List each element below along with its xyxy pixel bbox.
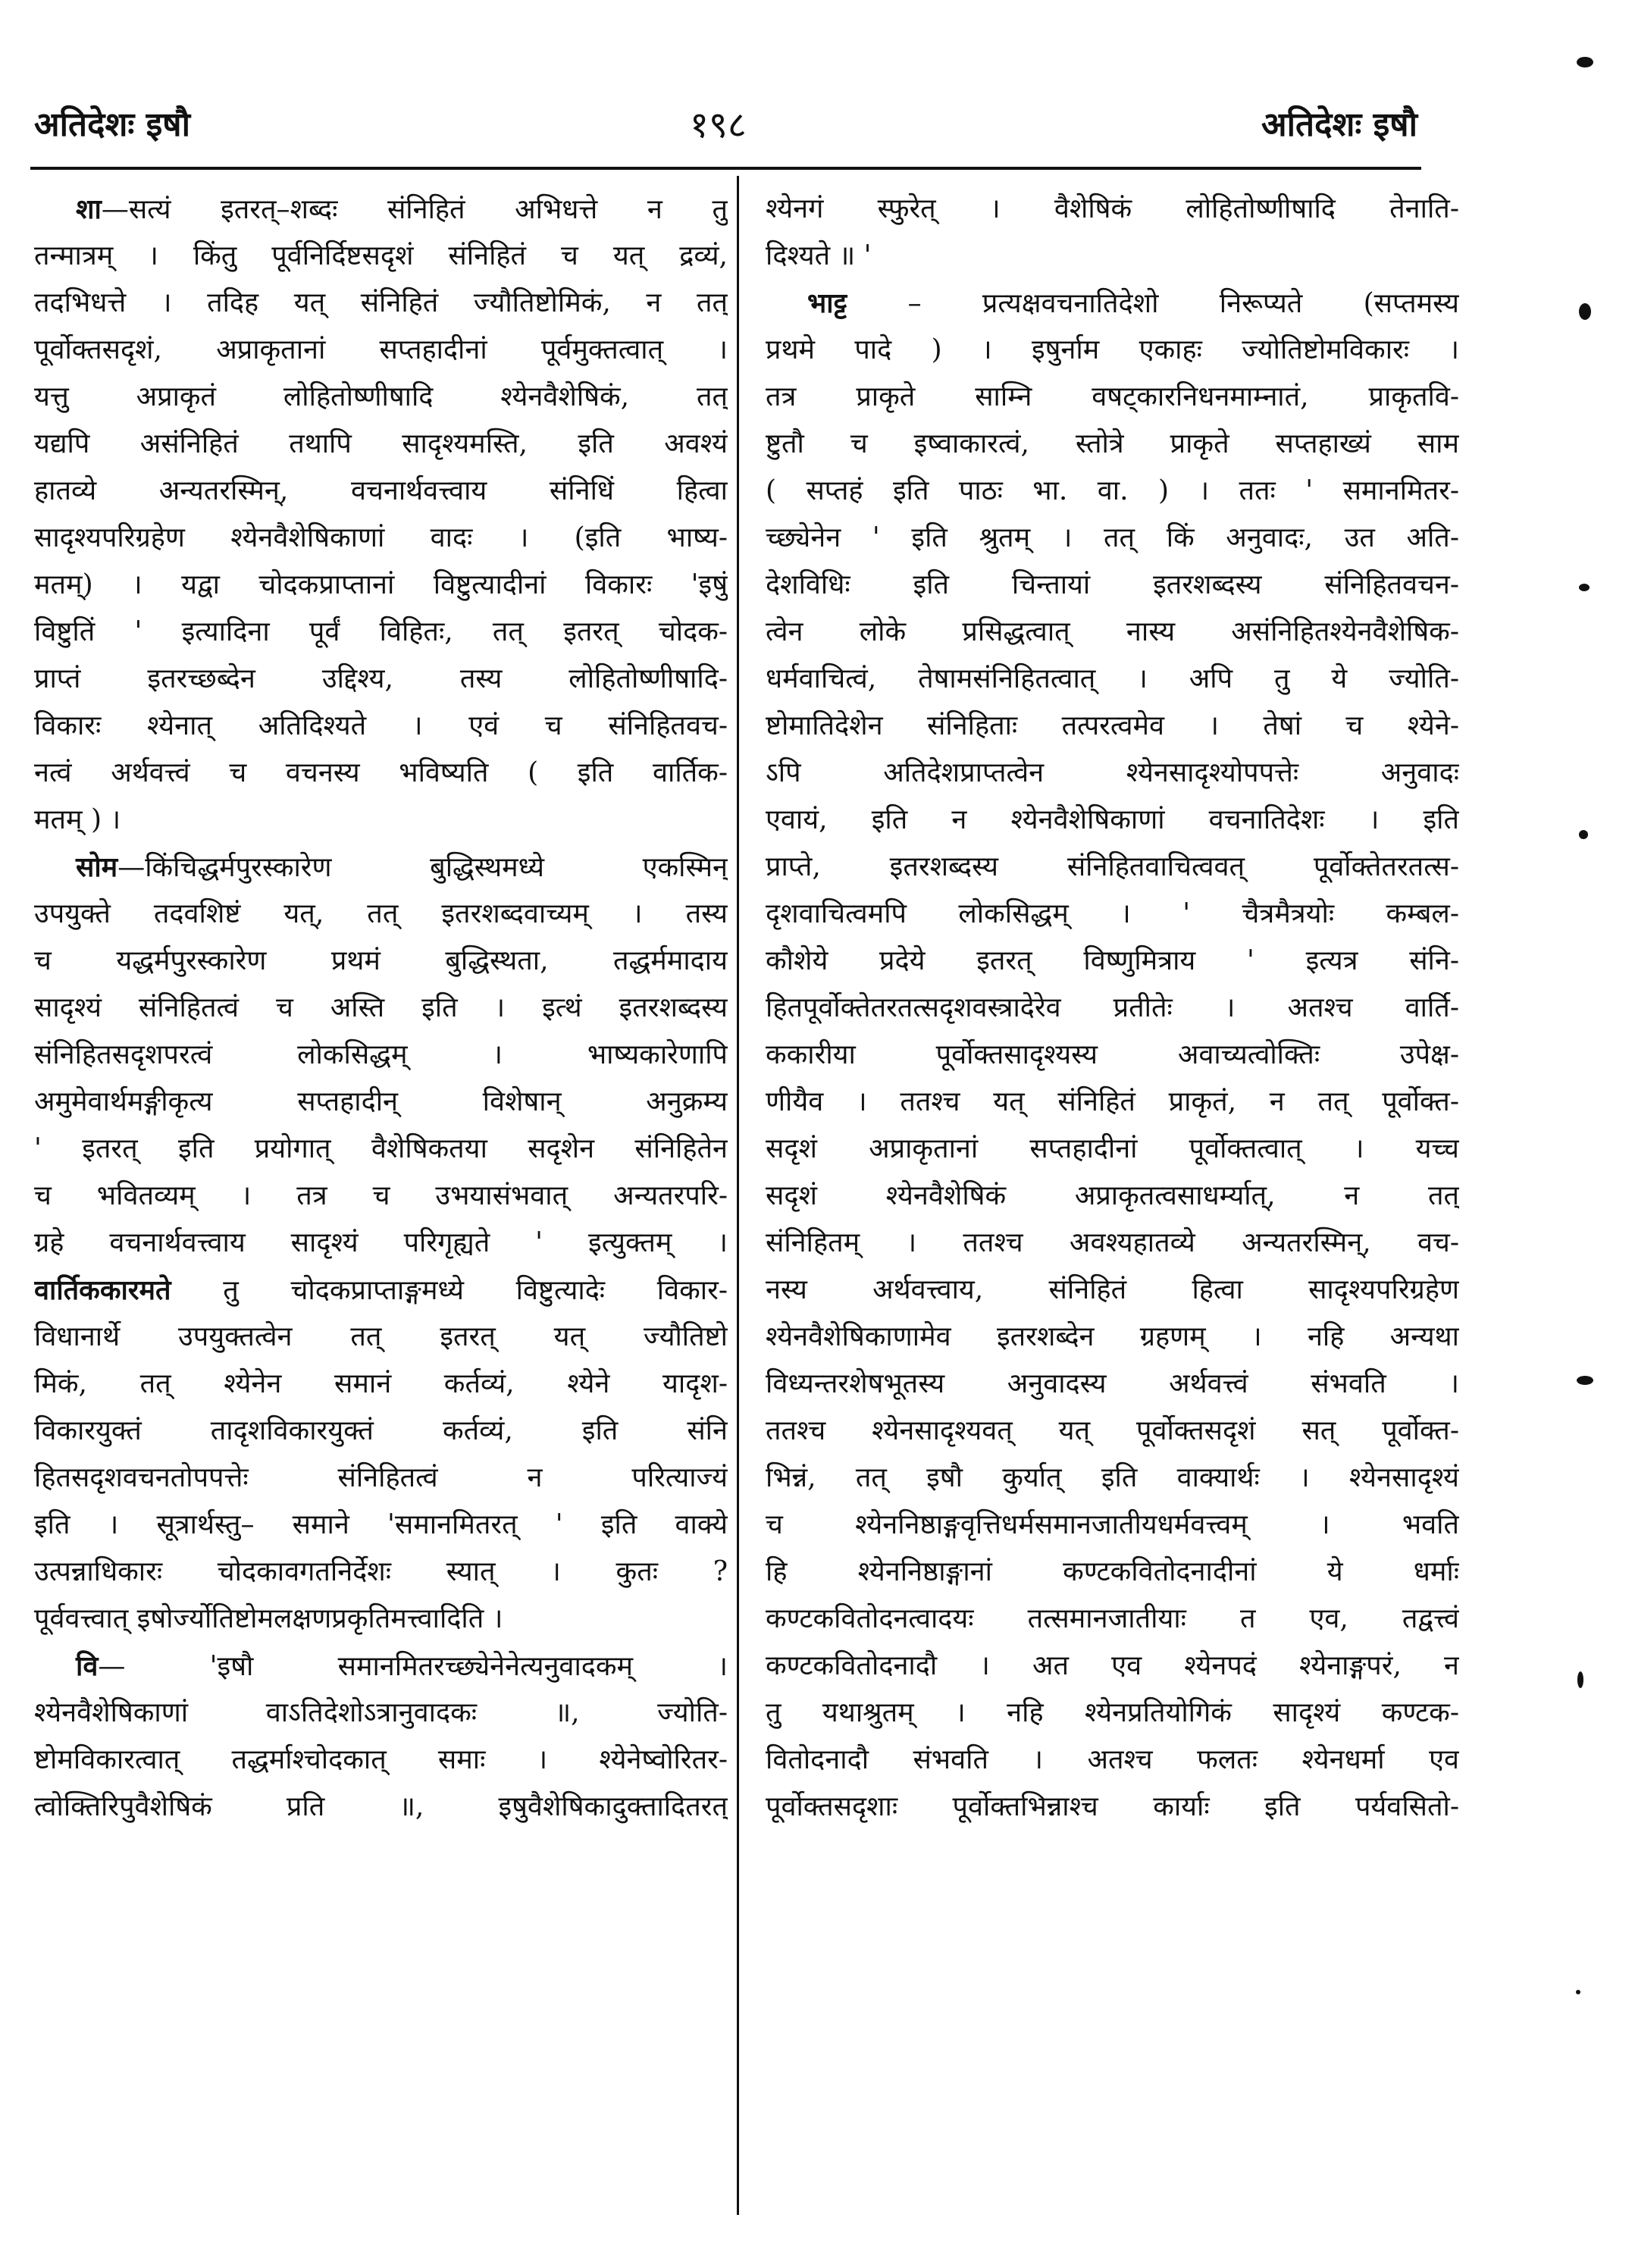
line-text: विधानार्थे उपयुक्तत्वेन तत् इतरत् यत् ज्यौतिष्टो: [34, 1321, 728, 1352]
line-text: यत्तु अप्राकृतं लोहितोष्णीषादि श्येनवैशेषिकं, तत्: [34, 381, 728, 412]
line-text: तदभिधत्ते । तदिह यत् संनिहितं ज्यौतिष्टोमिकं, न तत्: [34, 287, 728, 318]
running-head-right: अतिदेशः इषौ: [1261, 105, 1417, 144]
line-text: – प्रत्यक्षवचनातिदेशो निरूप्यते (सप्तमस्य: [847, 288, 1459, 319]
line-text: तत्र प्राकृते साम्नि वषट्कारनिधनमाम्नातं, प्राकृतवि-: [766, 381, 1459, 412]
line-text: संनिहितम् । ततश्च अवश्यहातव्ये अन्यतरस्मिन्, वच-: [766, 1227, 1459, 1258]
running-head-left: अतिदेशः इषौ: [34, 105, 191, 144]
line-text: ( सप्तहं इति पाठः भा. वा. ) । ततः ' समानमितर-: [766, 475, 1459, 506]
text-line: [766, 656, 1459, 703]
line-text: — 'इषौ समानमितरच्छ्येनेनेत्यनुवादकम् ।: [98, 1651, 728, 1682]
text-line: [34, 280, 728, 327]
line-text: णीयैव । ततश्च यत् संनिहितं प्राकृतं, न तत् पूर्वोक्त-: [766, 1086, 1459, 1117]
line-text: तु चोदकप्राप्ताङ्गमध्ये विष्टुत्यादेः विकार-: [171, 1275, 728, 1306]
text-line: [34, 186, 728, 233]
text-line: [34, 515, 728, 562]
text-line: [766, 233, 1459, 280]
line-text: कौशेये प्रदेये इतरत् विष्णुमित्राय ' इत्यत्र संनि-: [766, 945, 1459, 976]
text-line: [766, 280, 1459, 327]
text-line: [766, 985, 1459, 1032]
line-text: तु यथाश्रुतम् । नहि श्येनप्रतियोगिकं सादृश्यं कण्टक-: [766, 1697, 1459, 1728]
text-line: [34, 562, 728, 609]
line-text: विष्टुतिं ' इत्यादिना पूर्वं विहितः, तत् इतरत् चोदक-: [34, 616, 728, 647]
text-line: [766, 1502, 1459, 1549]
line-text: च भवितव्यम् । तत्र च उभयासंभवात् अन्यतरपरि-: [34, 1180, 728, 1211]
line-text: पूर्वोक्तसदृशाः पूर्वोक्तभिन्नाश्च कार्याः इति पर्यवसितो-: [766, 1791, 1459, 1822]
line-text: धर्मवाचित्वं, तेषामसंनिहितत्वात् । अपि तु ये ज्योति-: [766, 663, 1459, 694]
line-text: मतम् ) ।: [34, 804, 121, 835]
header-rule: [30, 167, 1421, 170]
line-text: अमुमेवार्थमङ्गीकृत्य सप्तहादीन् विशेषान् अनुक्रम्य: [34, 1086, 728, 1117]
line-text: विध्यन्तरशेषभूतस्य अनुवादस्य अर्थवत्त्वं संभवति ।: [766, 1368, 1459, 1399]
text-line: [766, 1079, 1459, 1126]
margin-marks: [1544, 0, 1635, 2268]
line-text: च श्येननिष्ठाङ्गवृत्तिधर्मसमानजातीयधर्मवत्त्वम् । भवति: [766, 1509, 1459, 1540]
text-line: [34, 1408, 728, 1455]
margin-mark: [1577, 1671, 1583, 1688]
line-text: विकारयुक्तं तादृशविकारयुक्तं कर्तव्यं, इति संनि: [34, 1415, 728, 1446]
text-line: [34, 1220, 728, 1267]
text-line: [766, 327, 1459, 374]
text-line: [34, 1502, 728, 1549]
line-text: हितपूर्वोक्तेतरतत्सदृशवस्त्रादेरेव प्रतीतेः । अतश्च वार्ति-: [766, 992, 1459, 1023]
line-text: च्छ्येनेन ' इति श्रुतम् । तत् किं अनुवादः, उत अति-: [766, 522, 1459, 553]
text-line: [766, 1455, 1459, 1502]
text-line: [766, 562, 1459, 609]
line-text: सदृशं अप्राकृतानां सप्तहादीनां पूर्वोक्तत्वात् । यच्च: [766, 1133, 1459, 1164]
margin-mark: [1579, 303, 1591, 320]
line-text: ष्टोमातिदेशेन संनिहिताः तत्परत्वमेव । तेषां च श्येने-: [766, 710, 1459, 741]
text-line: [34, 1361, 728, 1408]
text-line: [766, 186, 1459, 233]
text-line: [766, 1173, 1459, 1220]
text-line: [34, 421, 728, 468]
line-text: नस्य अर्थवत्त्वाय, संनिहितं हित्वा सादृश्यपरिग्रहेण: [766, 1274, 1459, 1305]
left-column: [34, 186, 728, 2217]
text-line: [34, 327, 728, 374]
text-line: [766, 891, 1459, 938]
text-line: [766, 797, 1459, 844]
text-line: [766, 938, 1459, 985]
line-text: सादृश्यपरिग्रहेण श्येनवैशेषिकाणां वादः । (इति भाष्य-: [34, 522, 728, 553]
line-text: भिन्नं, तत् इषौ कुर्यात् इति वाक्यार्थः । श्येनसादृश्यं: [766, 1462, 1459, 1493]
commentary-label: शा: [76, 193, 102, 225]
line-text: —किंचिद्धर्मपुरस्कारेण बुद्धिस्थमध्ये एकस्मिन्: [117, 852, 728, 883]
line-text: ग्रहे वचनार्थवत्त्वाय सादृश्यं परिगृह्यते ' इत्युक्तम् ।: [34, 1227, 728, 1258]
line-text: दिश्यते ॥ ': [766, 240, 872, 271]
text-line: [766, 1596, 1459, 1643]
text-line: [766, 1267, 1459, 1314]
line-text: श्येनगं स्फुरेत् । वैशेषिकं लोहितोष्णीषादि तेनाति-: [766, 193, 1459, 224]
line-text: ' इतरत् इति प्रयोगात् वैशेषिकतया सदृशेन संनिहितेन: [34, 1133, 728, 1164]
line-text: उपयुक्ते तदवशिष्टं यत्, तत् इतरशब्दवाच्यम् । तस्य: [34, 898, 728, 929]
line-text: उत्पन्नाधिकारः चोदकावगतनिर्देशः स्यात् । कुतः ?: [34, 1556, 728, 1587]
line-text: कण्टकवितोदनत्वादयः तत्समानजातीयाः त एव, तद्वत्त्वं: [766, 1603, 1459, 1634]
line-text: वितोदनादौ संभवति । अतश्च फलतः श्येनधर्मा एव: [766, 1744, 1459, 1775]
text-line: [34, 891, 728, 938]
right-column: [766, 186, 1459, 2217]
text-line: [766, 1784, 1459, 1831]
text-line: [34, 1549, 728, 1596]
text-line: [34, 1596, 728, 1643]
line-text: प्राप्ते, इतरशब्दस्य संनिहितवाचित्ववत् पूर्वोक्तेतरतत्स-: [766, 851, 1459, 882]
text-line: [766, 515, 1459, 562]
line-text: श्येनवैशेषिकाणामेव इतरशब्देन ग्रहणम् । नहि अन्यथा: [766, 1321, 1459, 1352]
text-line: [34, 609, 728, 656]
text-line: [766, 750, 1459, 797]
line-text: देशविधिः इति चिन्तायां इतरशब्दस्य संनिहितवचन-: [766, 569, 1459, 600]
line-text: हातव्ये अन्यतरस्मिन्, वचनार्थवत्त्वाय संनिधिं हित्वा: [34, 475, 728, 506]
line-text: श्येनवैशेषिकाणां वाऽतिदेशोऽत्रानुवादकः ॥, ज्योति-: [34, 1697, 728, 1728]
line-text: संनिहितसदृशपरत्वं लोकसिद्धम् । भाष्यकारेणापि: [34, 1039, 728, 1070]
line-text: यद्यपि असंनिहितं तथापि सादृश्यमस्ति, इति अवश्यं: [34, 428, 728, 459]
commentary-label: वार्तिककारमते: [34, 1274, 171, 1306]
text-line: [34, 1267, 728, 1314]
text-line: [34, 844, 728, 891]
column-divider: [737, 176, 739, 2215]
text-line: [766, 421, 1459, 468]
line-text: सादृश्यं संनिहितत्वं च अस्ति इति । इत्थं इतरशब्दस्य: [34, 992, 728, 1023]
text-line: [34, 1690, 728, 1737]
line-text: हि श्येननिष्ठाङ्गानां कण्टकवितोदनादीनां ये धर्माः: [766, 1556, 1459, 1587]
text-line: [766, 1220, 1459, 1267]
line-text: पूर्ववत्त्वात् इषोर्ज्योतिष्टोमलक्षणप्रकृतिमत्त्वादिति ।: [34, 1603, 503, 1634]
text-line: [34, 1126, 728, 1173]
text-line: [34, 468, 728, 515]
line-text: मिकं, तत् श्येनेन समानं कर्तव्यं, श्येने यादृश-: [34, 1368, 728, 1399]
line-text: दृशवाचित्वमपि लोकसिद्धम् । ' चैत्रमैत्रयोः कम्बल-: [766, 898, 1459, 929]
margin-mark: [1577, 1376, 1593, 1385]
line-text: प्राप्तं इतरच्छब्देन उद्दिश्य, तस्य लोहितोष्णीषादि-: [34, 663, 728, 694]
text-line: [766, 1126, 1459, 1173]
margin-mark: [1579, 584, 1590, 591]
line-text: —सत्यं इतरत्–शब्दः संनिहितं अभिधत्ते न तु: [101, 194, 728, 225]
line-text: ऽपि अतिदेशप्राप्तत्वेन श्येनसादृश्योपपत्तेः अनुवादः: [766, 757, 1459, 788]
text-line: [34, 1079, 728, 1126]
line-text: पूर्वोक्तसदृशं, अप्राकृतानां सप्तहादीनां पूर्वमुक्तत्वात् ।: [34, 334, 728, 365]
text-line: [766, 374, 1459, 421]
text-line: [766, 1032, 1459, 1079]
text-line: [766, 1737, 1459, 1784]
text-line: [766, 1408, 1459, 1455]
text-line: [766, 468, 1459, 515]
line-text: ककारीया पूर्वोक्तसादृश्यस्य अवाच्यत्वोक्तिः उपेक्ष-: [766, 1039, 1459, 1070]
text-line: [34, 703, 728, 750]
text-line: [766, 844, 1459, 891]
text-line: [34, 1173, 728, 1220]
page-header: [30, 102, 1421, 163]
text-line: [34, 1314, 728, 1361]
text-line: [34, 1784, 728, 1831]
line-text: ष्टोमविकारत्वात् तद्धर्माश्चोदकात् समाः । श्येनेष्वोरितर-: [34, 1744, 728, 1775]
line-text: हितसदृशवचनतोपपत्तेः संनिहितत्वं न परित्याज्यं: [34, 1462, 728, 1493]
line-text: कण्टकवितोदनादौ । अत एव श्येनपदं श्येनाङ्गपरं, न: [766, 1650, 1459, 1681]
line-text: सदृशं श्येनवैशेषिकं अप्राकृतत्वसाधर्म्यात्, न तत्: [766, 1180, 1459, 1211]
text-line: [34, 1032, 728, 1079]
line-text: तन्मात्रम् । किंतु पूर्वनिर्दिष्टसदृशं संनिहितं च यत् द्रव्यं,: [34, 240, 728, 271]
text-line: [34, 1455, 728, 1502]
line-text: च यद्धर्मपुरस्कारेण प्रथमं बुद्धिस्थता, तद्धर्ममादाय: [34, 945, 728, 976]
text-line: [34, 233, 728, 280]
line-text: मतम्) । यद्वा चोदकप्राप्तानां विष्टुत्यादीनां विकारः 'इषुं: [34, 569, 728, 600]
commentary-label: वि: [76, 1650, 99, 1682]
text-line: [34, 656, 728, 703]
text-line: [766, 1643, 1459, 1690]
line-text: ततश्च श्येनसादृश्यवत् यत् पूर्वोक्तसदृशं सत् पूर्वोक्त-: [766, 1415, 1459, 1446]
text-line: [34, 1643, 728, 1690]
margin-mark: [1579, 830, 1588, 839]
text-line: [766, 1314, 1459, 1361]
text-line: [766, 703, 1459, 750]
text-line: [34, 985, 728, 1032]
line-text: ष्टुतौ च इष्वाकारत्वं, स्तोत्रे प्राकृते सप्तहाख्यं साम: [766, 428, 1459, 459]
commentary-label: सोम: [76, 851, 118, 883]
line-text: इति । सूत्रार्थस्तु– समाने 'समानमितरत् ' इति वाक्ये: [34, 1509, 728, 1540]
commentary-label: भाट्ट: [807, 287, 847, 319]
text-line: [766, 1361, 1459, 1408]
text-line: [766, 1690, 1459, 1737]
line-text: विकारः श्येनात् अतिदिश्यते । एवं च संनिहितवच-: [34, 710, 728, 741]
text-line: [34, 1737, 728, 1784]
margin-mark: [1577, 57, 1593, 67]
text-line: [766, 609, 1459, 656]
line-text: त्वेन लोके प्रसिद्धत्वात् नास्य असंनिहितश्येनवैशेषिक-: [766, 616, 1459, 647]
margin-mark: [1576, 1990, 1580, 1994]
text-line: [34, 938, 728, 985]
text-line: [766, 1549, 1459, 1596]
line-text: नत्वं अर्थवत्त्वं च वचनस्य भविष्यति ( इति वार्तिक-: [34, 757, 728, 788]
text-line: [34, 750, 728, 797]
line-text: त्वोक्तिरिपुवैशेषिकं प्रति ॥, इषुवैशेषिकादुक्तादितरत्: [34, 1791, 728, 1822]
line-text: प्रथमे पादे ) । इषुर्नाम एकाहः ज्योतिष्टोमविकारः ।: [766, 334, 1459, 365]
text-line: [34, 374, 728, 421]
page-number: १९८: [690, 104, 747, 146]
line-text: एवायं, इति न श्येनवैशेषिकाणां वचनातिदेशः । इति: [766, 804, 1459, 835]
text-line: [34, 797, 728, 844]
